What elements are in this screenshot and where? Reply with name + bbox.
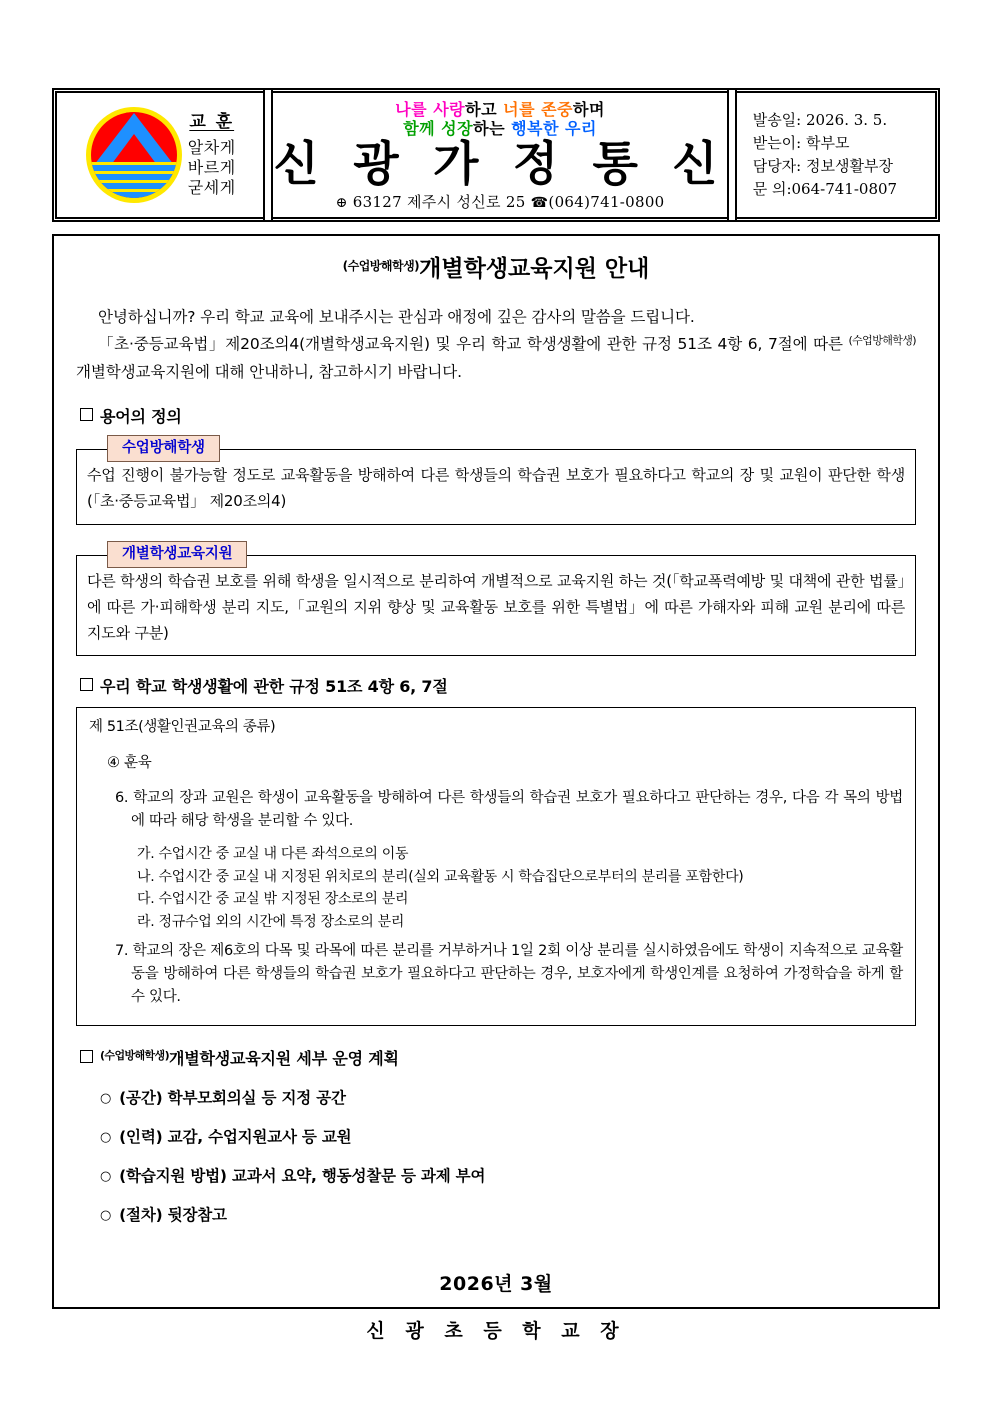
inquiry-label: 문 의: bbox=[752, 179, 792, 198]
school-address: 63127 제주시 성신로 25 bbox=[352, 192, 526, 211]
letterhead-info-cell bbox=[737, 90, 938, 220]
regulation-subitem-ga: 가. 수업시간 중 교실 내 다른 좌석으로의 이동 bbox=[137, 846, 409, 863]
regulation-subitem-ra: 라. 정규수업 외의 시간에 특정 장소로의 분리 bbox=[137, 914, 405, 931]
recipient-row bbox=[753, 132, 938, 155]
recipient-label: 받는이: bbox=[752, 134, 802, 153]
regulation-item-7: 7. 학교의 장은 제6호의 다목 및 라목에 따른 분리를 거부하거나 1일 2회 이상 분리를 실시하였음에도 학생이 지속적으로 교육활동을 방해하여 다른 학생들의 학습권 보호가 필요하다고 판단하는 경우, 보호자에게 학생인계를 요청하여 가정학습을 하게 할 수 있다. bbox=[115, 942, 903, 1006]
intro-superscript: (수업방해학생) bbox=[848, 334, 916, 348]
manager-row bbox=[753, 155, 938, 178]
regulation-clause: ④ 훈육 bbox=[107, 754, 152, 771]
definition-card-disruptive-student bbox=[76, 440, 916, 525]
postal-symbol-icon: ⊕ bbox=[335, 194, 348, 211]
school-phone: (064)741-0800 bbox=[548, 192, 665, 211]
school-motto-block bbox=[188, 112, 236, 198]
bullet-mark-icon: ○ bbox=[100, 1208, 112, 1224]
section-heading-plan bbox=[80, 1046, 916, 1069]
intro-line-2a: 「초·중등교육법」제20조의4(개별학생교육지원) 및 우리 학교 학생생활에 관한 규정 51조 4항 6, 7절에 따른 bbox=[98, 335, 849, 354]
slogan-seg-4: 하며 bbox=[573, 100, 605, 120]
motto-line-3: 굳세게 bbox=[187, 178, 236, 198]
definition-text-1: 수업 진행이 불가능할 정도로 교육활동을 방해하여 다른 학생들의 학습권 보호가 필요하다고 학교의 장 및 교원이 판단한 학생 (「초·중등교육법」 제20조의4) bbox=[87, 466, 905, 511]
regulation-subitem-na: 나. 수업시간 중 교실 내 지정된 위치로의 분리(실외 교육활동 시 학습집단으로부터의 분리를 포함한다) bbox=[137, 868, 744, 885]
bullet-mark-icon: ○ bbox=[100, 1091, 112, 1107]
definition-tab-label-2: 개별학생교육지원 bbox=[107, 541, 247, 568]
intro-line-1: 안녕하십니까? 우리 학교 교육에 보내주시는 관심과 애정에 깊은 감사의 말씀을 드립니다. bbox=[98, 307, 695, 326]
manager-label: 담당자: bbox=[752, 157, 802, 175]
bullet-mark-icon: ○ bbox=[100, 1130, 112, 1146]
letterhead-divider-right bbox=[727, 90, 737, 220]
section-heading-regulation bbox=[80, 674, 916, 697]
recipient-value: 학부모 bbox=[806, 134, 850, 153]
inquiry-row bbox=[753, 178, 938, 201]
plan-item-method bbox=[100, 1164, 916, 1186]
motto-line-1: 알차게 bbox=[187, 138, 236, 158]
section2-heading-text: 우리 학교 학생생활에 관한 규정 51조 4항 6, 7절 bbox=[100, 677, 448, 697]
school-emblem-icon bbox=[86, 107, 182, 203]
closing-block bbox=[76, 1269, 916, 1343]
plan-item-staff-text: (인력) 교감, 수업지원교사 등 교원 bbox=[119, 1128, 352, 1147]
regulation-box bbox=[76, 707, 916, 1026]
school-slogan-line-2 bbox=[403, 119, 597, 138]
plan-item-method-text: (학습지원 방법) 교과서 요약, 행동성찰문 등 과제 부여 bbox=[119, 1167, 486, 1186]
regulation-subitem-da: 다. 수업시간 중 교실 밖 지정된 장소로의 분리 bbox=[137, 891, 409, 908]
checkbox-square-icon bbox=[80, 1050, 93, 1063]
slogan-seg-7: 행복한 우리 bbox=[511, 119, 597, 139]
definition-tab-label-1: 수업방해학생 bbox=[107, 435, 220, 462]
slogan-seg-5: 함께 성장 bbox=[403, 119, 474, 139]
motto-line-2: 바르게 bbox=[187, 158, 236, 178]
definition-text-2: 다른 학생의 학습권 보호를 위해 학생을 일시적으로 분리하여 개별적으로 교육지원 하는 것(「학교폭력예방 및 대책에 관한 법률」에 따른 가·피해학생 분리 지도,「교원의 지위 향상 및 교육활동 보호를 위한 특별법」에 따른 가해자와 피해 교원 분리에 따른 지도와 구분) bbox=[87, 571, 905, 642]
manager-value: 정보생활부장 bbox=[806, 157, 893, 175]
slogan-seg-6: 하는 bbox=[473, 119, 512, 139]
closing-signer: 신 광 초 등 학 교 장 bbox=[366, 1320, 626, 1343]
slogan-seg-2: 하고 bbox=[465, 100, 504, 120]
slogan-seg-3: 너를 존중 bbox=[503, 100, 574, 120]
checkbox-square-icon bbox=[80, 408, 93, 421]
plan-item-space-text: (공간) 학부모회의실 등 지정 공간 bbox=[119, 1089, 346, 1108]
section3-heading-text: 개별학생교육지원 세부 운영 계획 bbox=[169, 1049, 399, 1069]
send-date-row bbox=[753, 109, 938, 132]
send-date-label: 발송일: bbox=[752, 111, 802, 130]
school-slogan-line-1 bbox=[395, 100, 605, 119]
slogan-seg-1: 나를 사랑 bbox=[395, 100, 466, 120]
motto-title: 교 훈 bbox=[189, 111, 235, 132]
plan-item-procedure bbox=[100, 1203, 916, 1225]
inquiry-value: 064-741-0807 bbox=[791, 179, 898, 198]
intro-paragraph bbox=[76, 304, 916, 387]
letterhead-logo-cell bbox=[54, 90, 263, 220]
telephone-icon: ☎ bbox=[530, 194, 549, 211]
plan-item-space bbox=[100, 1086, 916, 1108]
closing-date: 2026년 3월 bbox=[439, 1273, 553, 1296]
regulation-item-6: 6. 학교의 장과 교원은 학생이 교육활동을 방해하여 다른 학생들의 학습권 보호가 필요하다고 판단하는 경우, 다음 각 목의 방법에 따라 해당 학생을 분리할 수 있다. bbox=[115, 789, 903, 829]
checkbox-square-icon bbox=[80, 678, 93, 691]
send-date-value: 2026. 3. 5. bbox=[806, 111, 888, 130]
school-address-line bbox=[336, 191, 665, 212]
newsletter-title: 신 광 가 정 통 신 bbox=[273, 136, 727, 192]
section1-heading-text: 용어의 정의 bbox=[100, 407, 182, 427]
bullet-mark-icon: ○ bbox=[100, 1169, 112, 1185]
letterhead-title-cell bbox=[273, 90, 726, 220]
regulation-subitems bbox=[137, 843, 903, 934]
plan-item-procedure-text: (절차) 뒷장참고 bbox=[119, 1206, 227, 1225]
regulation-article: 제 51조(생활인권교육의 종류) bbox=[89, 719, 276, 736]
document-title-main: 개별학생교육지원 안내 bbox=[419, 256, 650, 282]
document-title bbox=[76, 256, 916, 284]
definition-card-individual-support bbox=[76, 545, 916, 656]
letterhead-divider-left bbox=[263, 90, 273, 220]
section3-superscript: (수업방해학생) bbox=[100, 1049, 170, 1063]
intro-line-2b: 개별학생교육지원에 대해 안내하니, 참고하시기 바랍니다. bbox=[76, 362, 462, 381]
letterhead-header bbox=[52, 88, 940, 222]
plan-item-staff bbox=[100, 1125, 916, 1147]
document-title-superscript: (수업방해학생) bbox=[342, 259, 420, 273]
document-body bbox=[52, 234, 940, 1343]
section-heading-definitions bbox=[80, 404, 916, 427]
